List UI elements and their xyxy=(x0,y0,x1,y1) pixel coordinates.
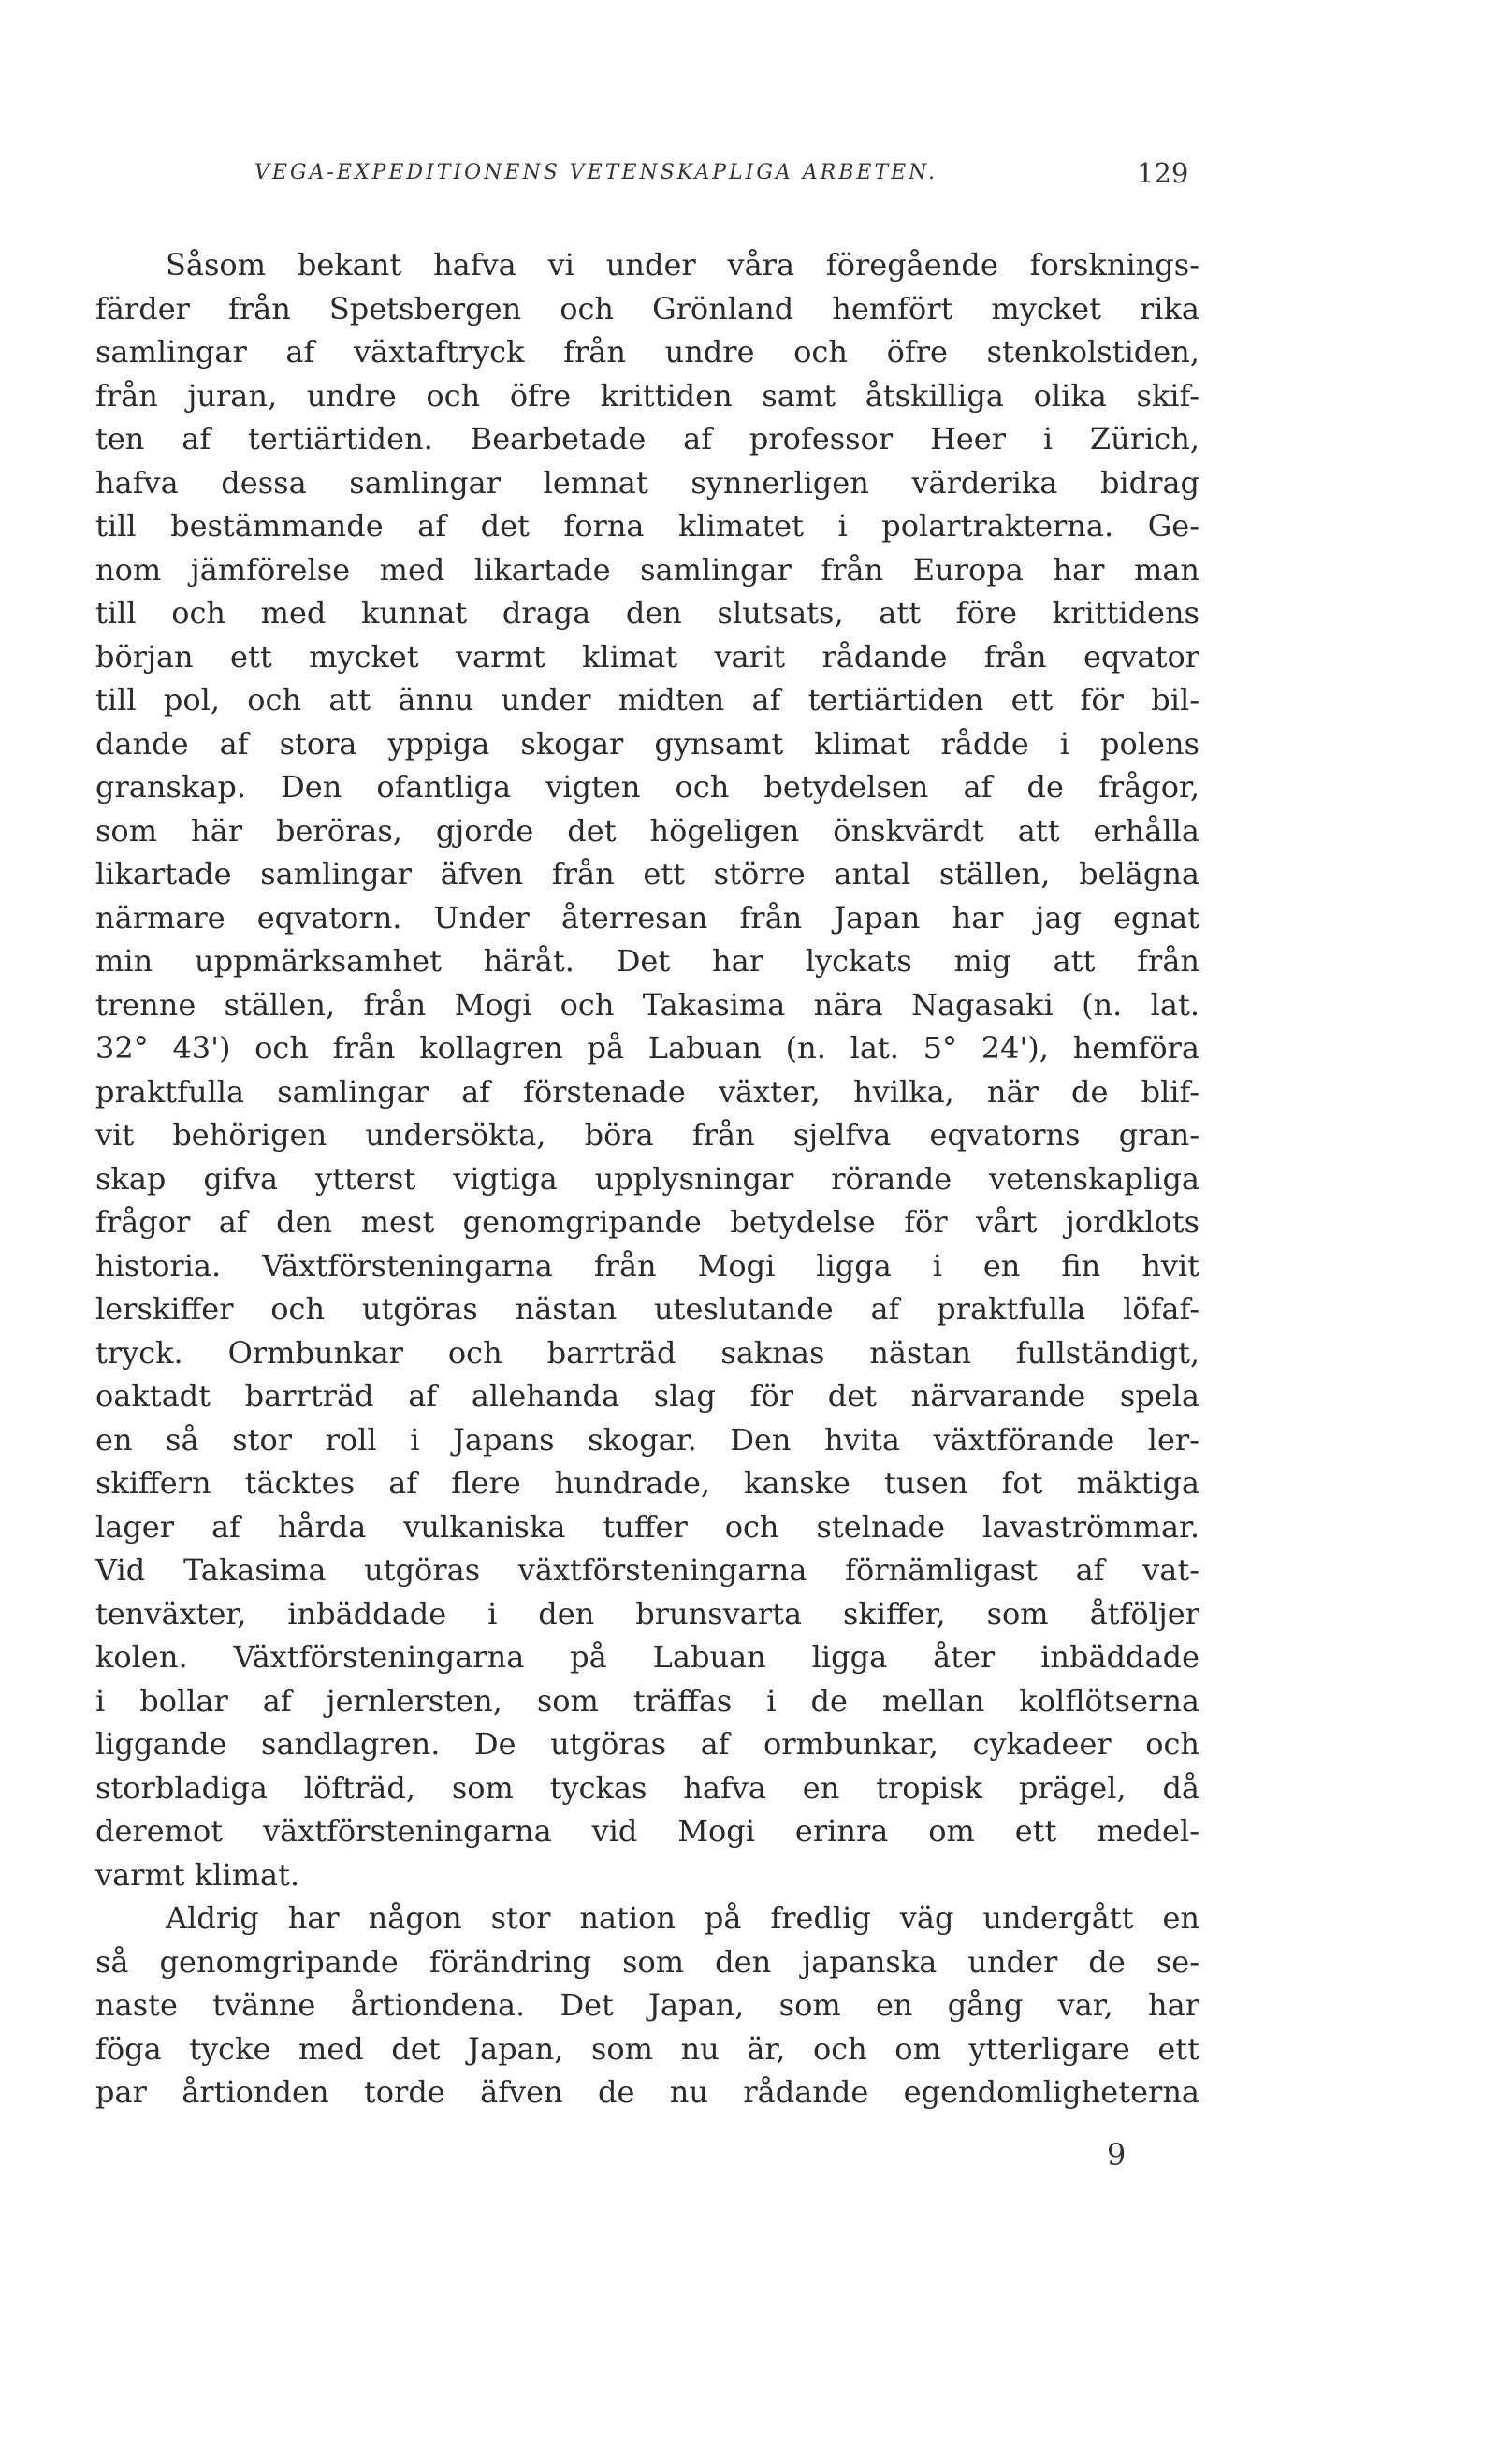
text-line: tryck. Ormbunkar och barrträd saknas nästan fullständigt, xyxy=(95,1334,1199,1371)
text-line: tenväxter, inbäddade i den brunsvarta skiffer, som åtföljer xyxy=(95,1595,1199,1632)
text-line: varmt klimat. xyxy=(95,1856,300,1893)
text-line: en så stor roll i Japans skogar. Den hvita växtförande ler- xyxy=(95,1421,1199,1458)
text-line: hafva dessa samlingar lemnat synnerligen värderika bidrag xyxy=(95,464,1199,501)
text-line: frågor af den mest genomgripande betydelse för vårt jordklots xyxy=(95,1204,1199,1240)
text-line: granskap. Den ofantliga vigten och betydelsen af de frågor, xyxy=(95,769,1199,805)
text-line: likartade samlingar äfven från ett större antal ställen, belägna xyxy=(95,856,1199,892)
text-line: storbladiga löfträd, som tyckas hafva en tropisk prägel, då xyxy=(95,1769,1199,1806)
text-line: början ett mycket varmt klimat varit rådande från eqvator xyxy=(95,638,1199,675)
text-line: oaktadt barrträd af allehanda slag för det närvarande spela xyxy=(95,1378,1199,1414)
text-line: vit behörigen undersökta, böra från sjelfva eqvatorns gran- xyxy=(95,1117,1199,1153)
text-line: lager af hårda vulkaniska tuffer och stelnade lavaströmmar. xyxy=(95,1508,1199,1545)
text-line: naste tvänne årtiondena. Det Japan, som en gång var, har xyxy=(95,1987,1199,2023)
text-line: ten af tertiärtiden. Bearbetade af professor Heer i Zürich, xyxy=(95,421,1199,457)
text-line: samlingar af växtaftryck från undre och öfre stenkolstiden, xyxy=(95,334,1199,370)
text-line: till bestämmande af det forna klimatet i polartrakterna. Ge- xyxy=(95,508,1199,544)
text-line: i bollar af jernlersten, som träffas i de mellan kolflötserna xyxy=(95,1682,1199,1719)
text-line: liggande sandlagren. De utgöras af ormbunkar, cykadeer och xyxy=(95,1726,1199,1762)
text-line: föga tycke med det Japan, som nu är, och om ytterligare ett xyxy=(95,2030,1199,2067)
text-line: min uppmärksamhet häråt. Det har lyckats mig att från xyxy=(95,943,1199,979)
running-title: VEGA-EXPEDITIONENS VETENSKAPLIGA ARBETEN. xyxy=(254,161,938,184)
text-line: till pol, och att ännu under midten af tertiärtiden ett för bil- xyxy=(95,682,1199,718)
signature-mark: 9 xyxy=(1107,2137,1127,2173)
text-line: som här beröras, gjorde det högeligen önskvärdt att erhålla xyxy=(95,812,1199,849)
text-line: lerskiffer och utgöras nästan uteslutande af praktfulla löfaf- xyxy=(95,1291,1199,1327)
text-line: historia. Växtförsteningarna från Mogi ligga i en fin hvit xyxy=(95,1247,1199,1284)
text-line: deremot växtförsteningarna vid Mogi erinra om ett medel- xyxy=(95,1813,1199,1849)
text-line: färder från Spetsbergen och Grönland hemfört mycket rika xyxy=(95,290,1199,327)
text-line: 32° 43') och från kollagren på Labuan (n. lat. 5° 24'), hemföra xyxy=(95,1030,1199,1066)
text-line: dande af stora yppiga skogar gynsamt klimat rådde i polens xyxy=(95,725,1199,762)
text-line: Aldrig har någon stor nation på fredlig väg undergått en xyxy=(166,1900,1199,1936)
text-line: så genomgripande förändring som den japanska under de se- xyxy=(95,1943,1199,1980)
text-line: skap gifva ytterst vigtiga upplysningar rörande vetenskapliga xyxy=(95,1160,1199,1197)
page-number: 129 xyxy=(1137,157,1189,189)
text-line: närmare eqvatorn. Under återresan från Japan har jag egnat xyxy=(95,899,1199,936)
text-line: nom jämförelse med likartade samlingar från Europa har man xyxy=(95,551,1199,588)
text-line: från juran, undre och öfre krittiden samt åtskilliga olika skif- xyxy=(95,377,1199,414)
text-line: par årtionden torde äfven de nu rådande egendomligheterna xyxy=(95,2074,1199,2110)
body-text xyxy=(95,243,1199,2114)
text-line: skiffern täcktes af flere hundrade, kanske tusen fot mäktiga xyxy=(95,1465,1199,1501)
text-line: kolen. Växtförsteningarna på Labuan ligga åter inbäddade xyxy=(95,1639,1199,1675)
text-line: till och med kunnat draga den slutsats, att före krittidens xyxy=(95,595,1199,631)
text-line: Såsom bekant hafva vi under våra föregående forsknings- xyxy=(166,247,1199,283)
text-line: Vid Takasima utgöras växtförsteningarna förnämligast af vat- xyxy=(95,1552,1199,1588)
text-line: praktfulla samlingar af förstenade växter, hvilka, när de blif- xyxy=(95,1073,1199,1110)
text-line: trenne ställen, från Mogi och Takasima nära Nagasaki (n. lat. xyxy=(95,986,1199,1023)
